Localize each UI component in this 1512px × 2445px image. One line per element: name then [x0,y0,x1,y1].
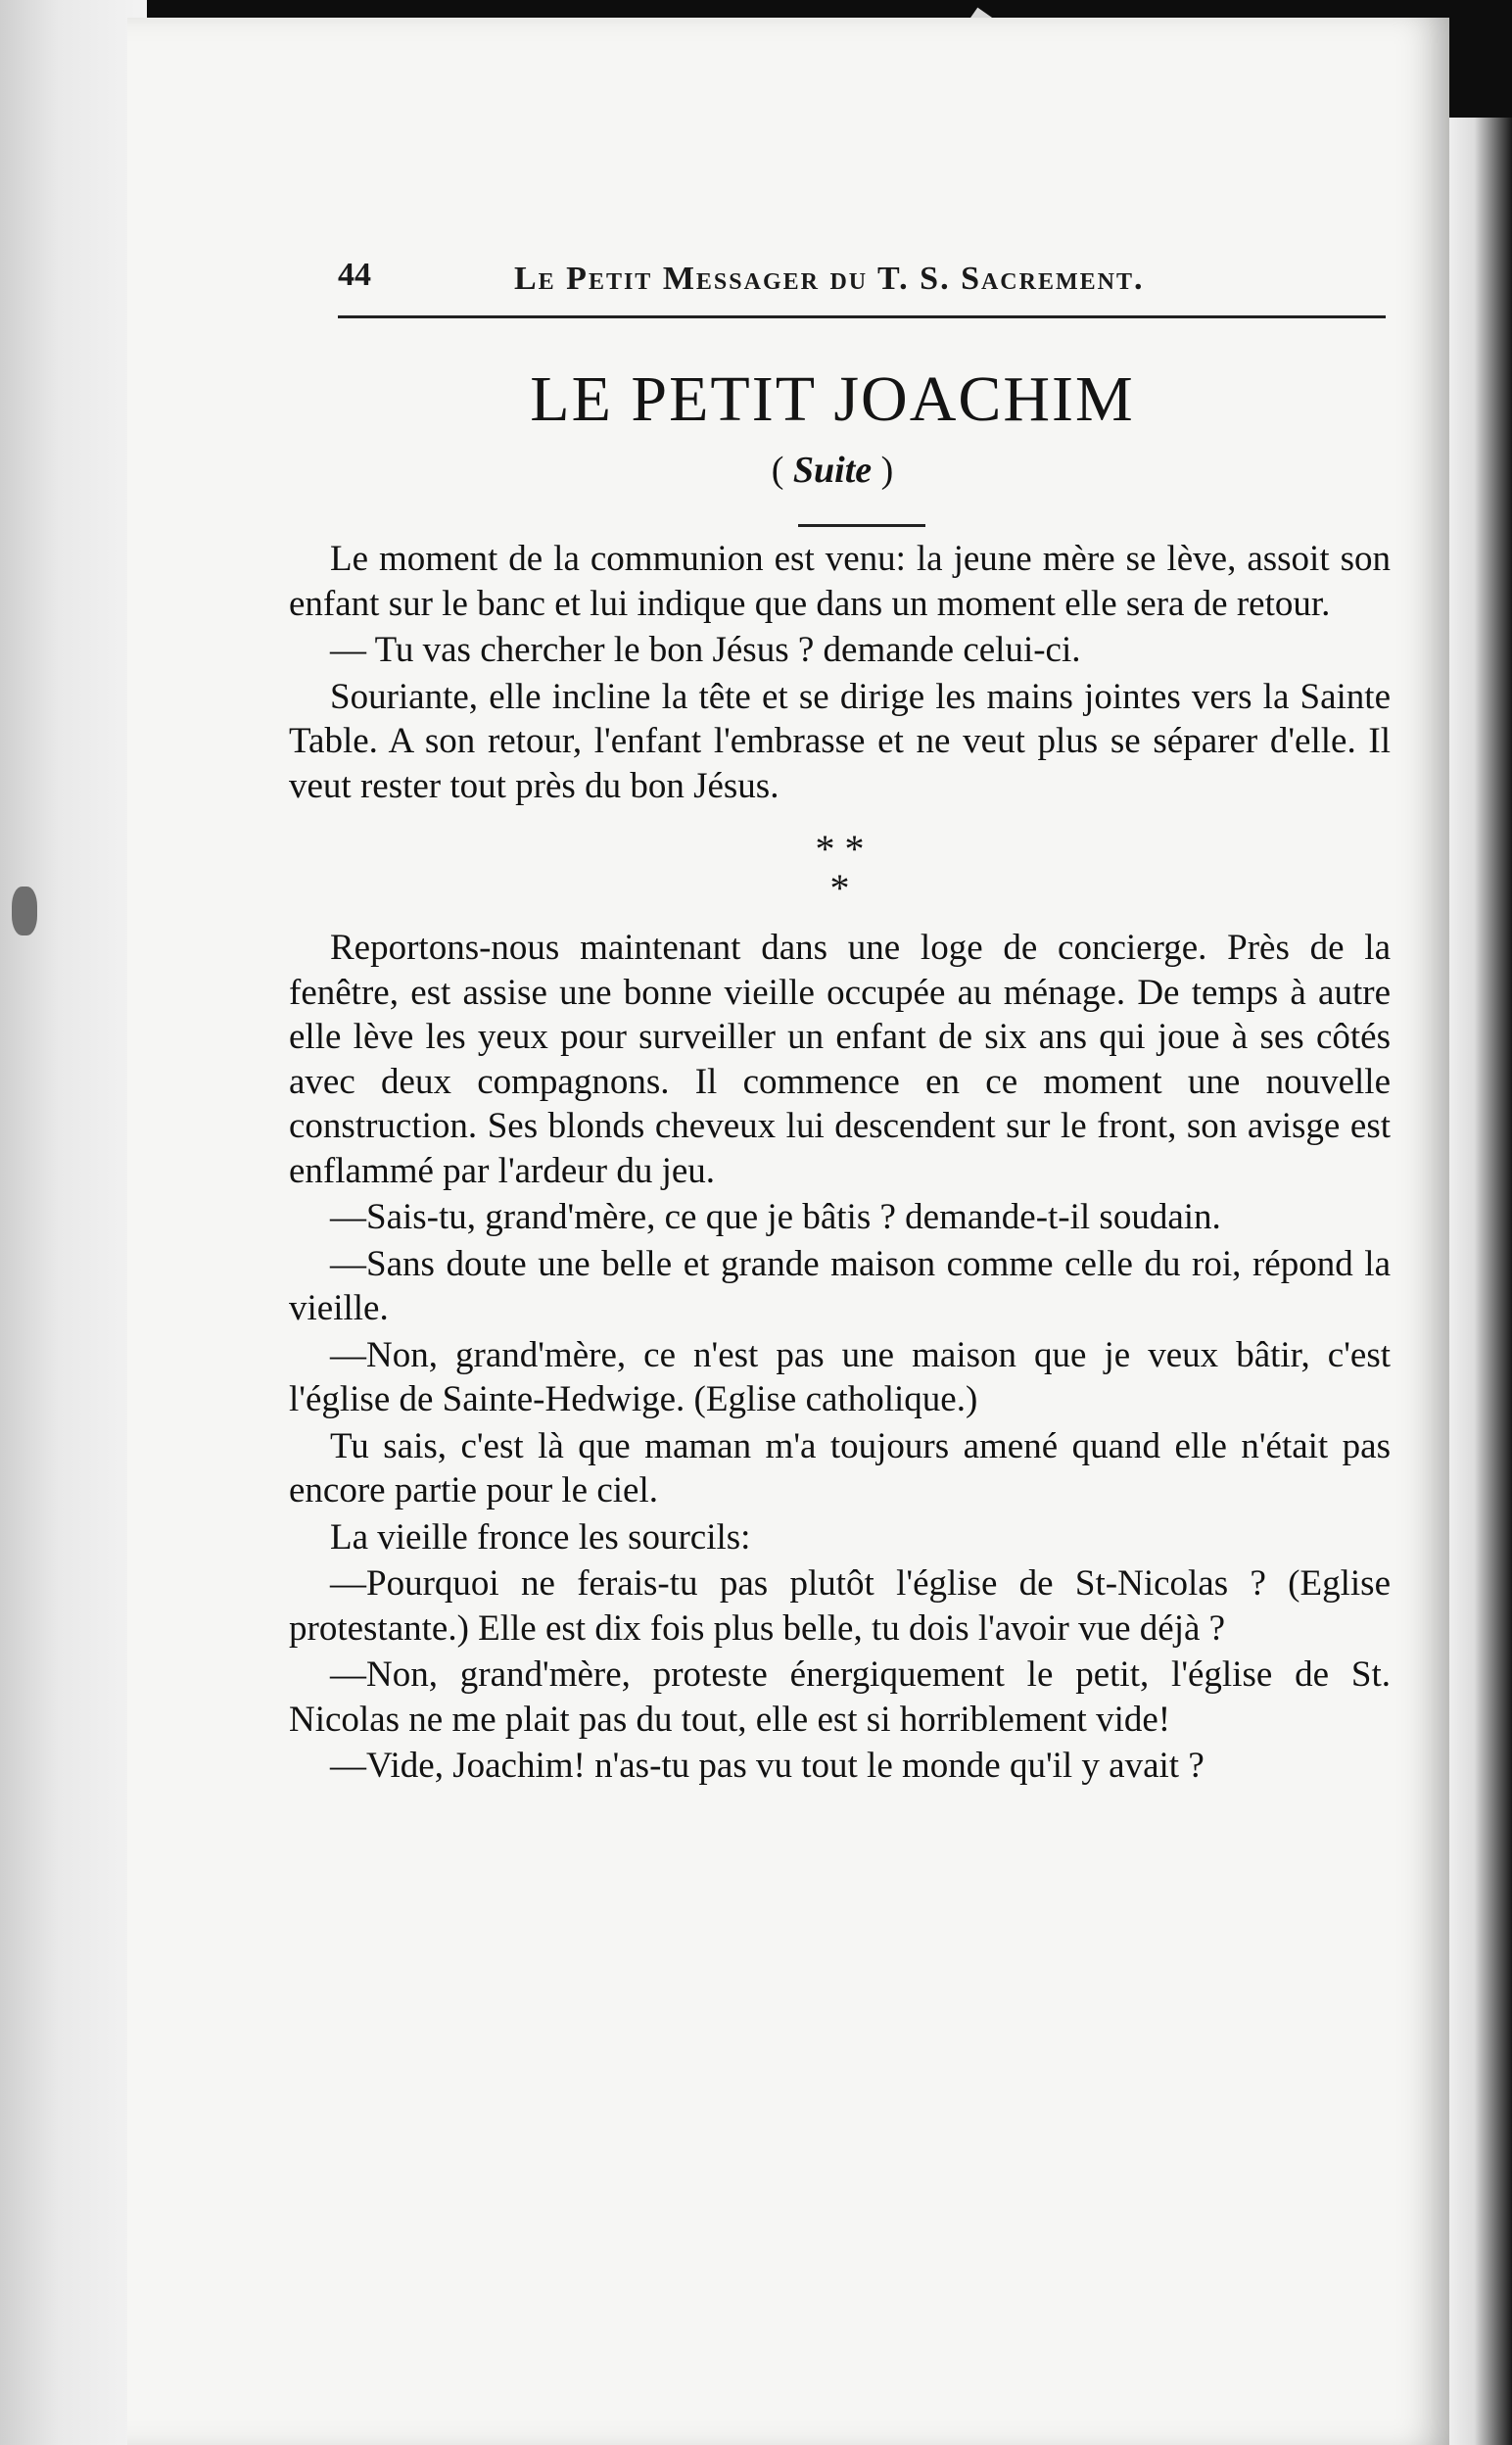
running-title: Le Petit Messager du T. S. Sacrement. [514,261,1145,297]
title-rule [798,524,925,527]
paragraph: — Tu vas chercher le bon Jésus ? demande celui-ci. [330,630,1081,670]
paragraph: —Pourquoi ne ferais-tu pas plutôt l'église de St-Nicolas ? (Eglise protestante.) Elle est dix fois plus belle, tu dois l'avoir vue déjà ? [289,1563,1391,1649]
article-subtitle [294,449,1371,492]
paragraph: —Sais-tu, grand'mère, ce que je bâtis ? demande-t-il soudain. [330,1197,1221,1237]
scan-blemish [12,887,37,935]
asterism-bottom: * [829,866,850,910]
subtitle-close-paren: ) [872,450,894,491]
subtitle-text: Suite [792,450,873,491]
paragraph: Le moment de la communion est venu: la jeune mère se lève, assoit son enfant sur le banc et lui indique que dans un moment elle sera de retour. [289,539,1391,624]
article-body [289,537,1391,1791]
body-section-2 [289,926,1391,1789]
page-number: 44 [338,257,371,293]
facing-page-edge [0,0,147,2445]
article-title: LE PETIT JOACHIM [530,363,1135,435]
paragraph: —Non, grand'mère, ce n'est pas une maison que je veux bâtir, c'est l'église de Sainte-Hedwige. (Eglise catholique.) [289,1334,1391,1419]
paragraph: La vieille fronce les sourcils: [330,1516,751,1558]
book-spine-shadow [1449,118,1512,2445]
paragraph: Souriante, elle incline la tête et se dirige les mains jointes vers la Sainte Table. A son retour, l'enfant l'embrasse et ne veut plus se séparer d'elle. Il veut rester tout près du bon Jésus. [289,676,1391,806]
section-break-asterism [289,827,1391,910]
running-header [338,257,1386,318]
subtitle-open-paren: ( [771,450,793,491]
paragraph: —Vide, Joachim! n'as-tu pas vu tout le monde qu'il y avait ? [330,1746,1205,1786]
body-section-1 [289,537,1391,808]
paragraph: —Non, grand'mère, proteste énergiquement le petit, l'église de St. Nicolas ne me plait pas du tout, elle est si horriblement vide! [289,1654,1391,1740]
asterism-top: * * [815,827,865,871]
paragraph: —Sans doute une belle et grande maison comme celle du roi, répond la vieille. [289,1243,1391,1328]
paragraph: Tu sais, c'est là que maman m'a toujours amené quand elle n'était pas encore partie pour le ciel. [289,1425,1391,1510]
paragraph: Reportons-nous maintenant dans une loge de concierge. Près de la fenêtre, est assise une bonne vieille occupée au ménage. De temps à autre elle lève les yeux pour surveiller un enfant de six ans qui joue à ses côtés avec deux compagnons. Il commence en ce moment une nouvelle construction. Ses blonds cheveux lui descendent sur le front, son avisge est enflammé par l'ardeur du jeu. [289,928,1391,1191]
